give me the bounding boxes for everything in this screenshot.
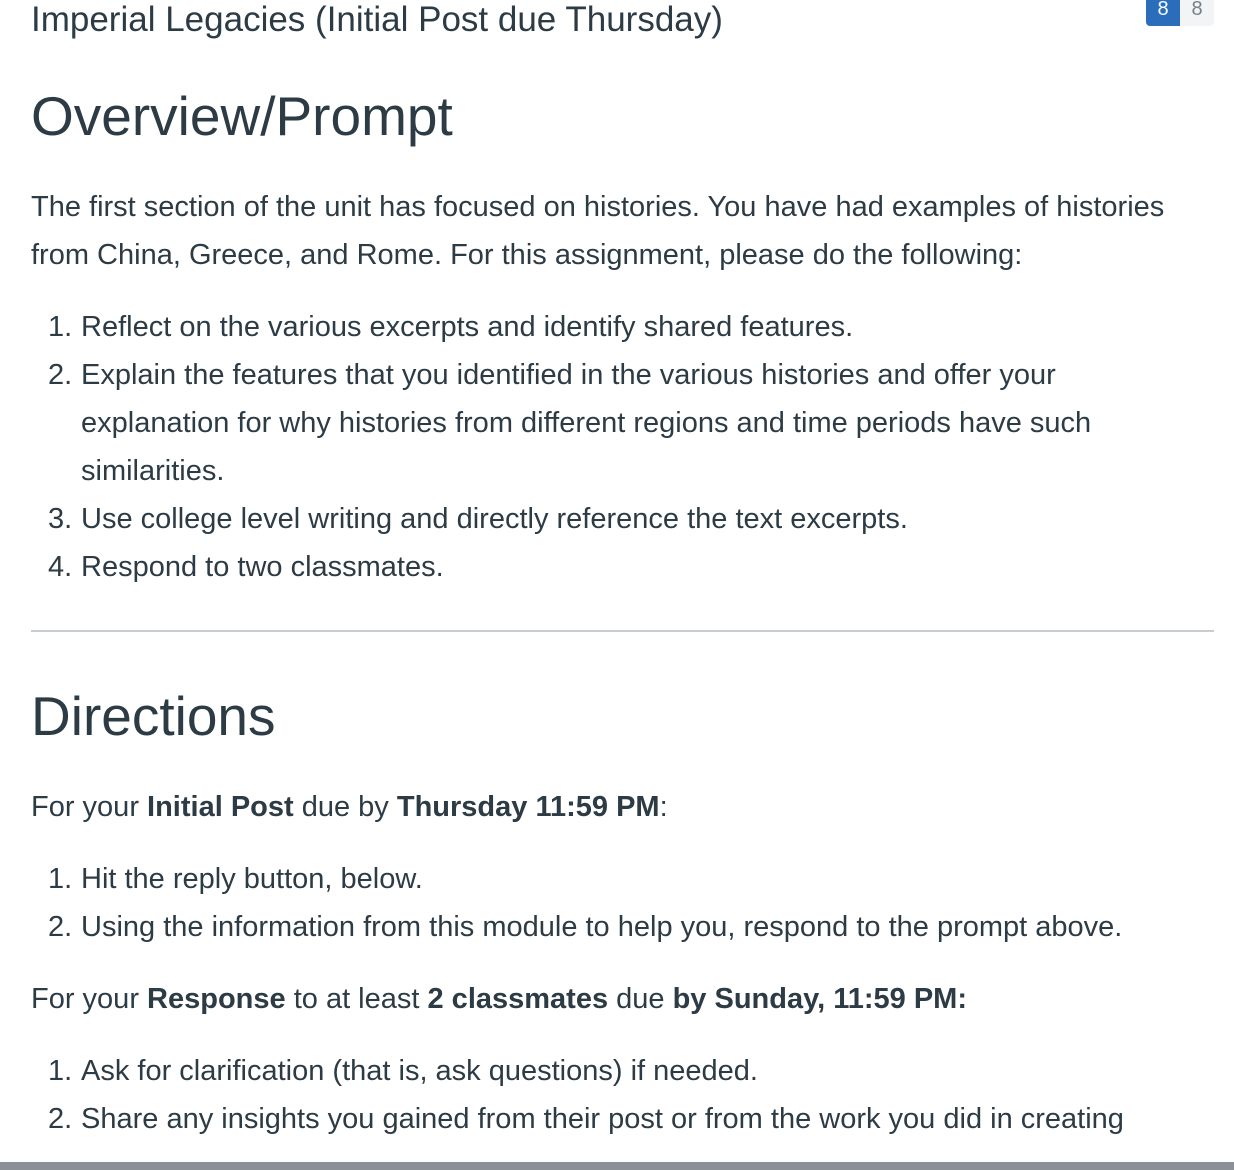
- list-number: 1.: [48, 311, 73, 343]
- list-item: [0, 855, 1234, 903]
- list-number: 3.: [48, 503, 73, 535]
- initial-post-instructions: [31, 783, 1221, 831]
- list-number: 2.: [48, 1103, 73, 1135]
- unread-badges: [1146, 0, 1214, 26]
- initial-post-list: [0, 855, 1234, 951]
- prompt-list: [0, 303, 1200, 591]
- initial-due-date: Thursday 11:59 PM: [396, 791, 660, 823]
- response-instructions: [31, 975, 1221, 1023]
- list-item: [0, 303, 1191, 351]
- response-text-3: due: [608, 983, 673, 1015]
- response-text-1: For your: [31, 983, 148, 1015]
- list-number: 1.: [48, 863, 73, 895]
- response-list: [0, 1047, 1234, 1143]
- list-item-text: Use college level writing and directly reference the text excerpts.: [81, 503, 908, 535]
- initial-post-label: Initial Post: [147, 791, 294, 823]
- list-item: [0, 495, 1191, 543]
- initial-text-1: For your: [31, 791, 148, 823]
- overview-intro: The first section of the unit has focused on histories. You have had examples of histories from China, Greece, and Rome. For this assignment, please do the following:: [31, 191, 1165, 271]
- list-number: 4.: [48, 551, 73, 583]
- list-item-text: Using the information from this module to help you, respond to the prompt above.: [81, 911, 1123, 943]
- total-count-badge: 8: [1180, 0, 1214, 26]
- horizontal-scrollbar[interactable]: [0, 1162, 1234, 1170]
- list-item-text: Hit the reply button, below.: [81, 863, 423, 895]
- section-divider: [31, 630, 1214, 632]
- response-count: 2 classmates: [427, 983, 609, 1015]
- overview-heading: Overview/Prompt: [31, 85, 453, 147]
- unread-count-badge[interactable]: 8: [1146, 0, 1180, 26]
- list-number: 2.: [48, 911, 73, 943]
- list-item-text: Respond to two classmates.: [81, 551, 444, 583]
- initial-text-2: due by: [293, 791, 397, 823]
- list-item-text: Explain the features that you identified in the various histories and offer your explanation for why histories from different regions and time periods have such similarities.: [81, 359, 1092, 487]
- response-due-date: by Sunday, 11:59 PM:: [672, 983, 967, 1015]
- list-item-text: Ask for clarification (that is, ask questions) if needed.: [81, 1055, 758, 1087]
- list-item: [0, 351, 1191, 495]
- list-item: [0, 543, 1191, 591]
- response-text-2: to at least: [285, 983, 428, 1015]
- list-number: 2.: [48, 359, 73, 391]
- list-number: 1.: [48, 1055, 73, 1087]
- list-item: [0, 903, 1234, 951]
- initial-text-3: :: [659, 791, 668, 823]
- directions-heading: Directions: [31, 685, 276, 747]
- list-item-text: Reflect on the various excerpts and identify shared features.: [81, 311, 854, 343]
- discussion-title: Imperial Legacies (Initial Post due Thursday): [31, 0, 723, 39]
- list-item-text: Share any insights you gained from their post or from the work you did in creating: [81, 1103, 1124, 1135]
- list-item: [0, 1047, 1234, 1095]
- response-label: Response: [147, 983, 286, 1015]
- list-item: [0, 1095, 1234, 1143]
